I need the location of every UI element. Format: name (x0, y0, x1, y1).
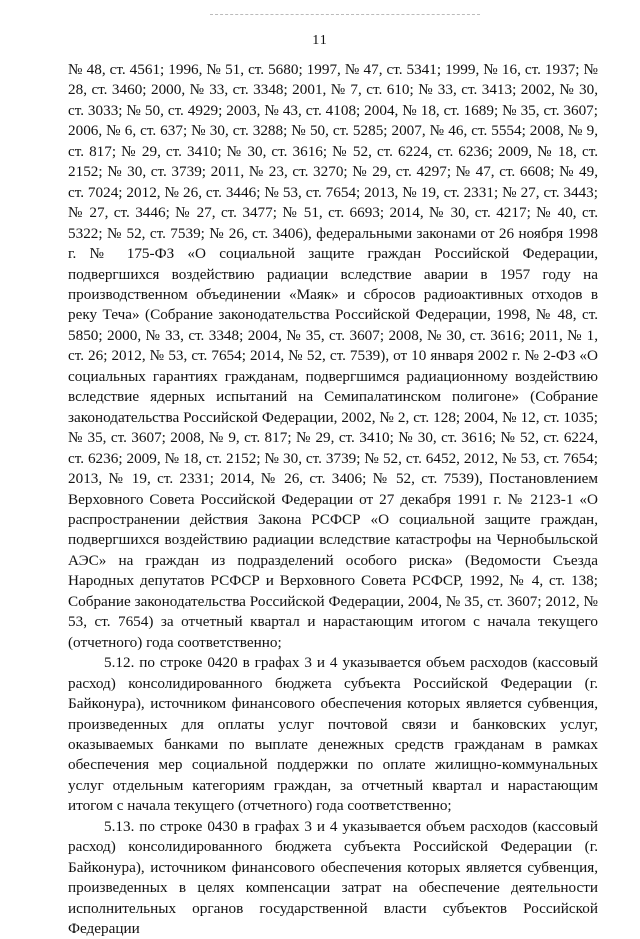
scan-edge-line (210, 14, 480, 15)
document-body (68, 60, 598, 939)
paragraph-continuation: № 48, ст. 4561; 1996, № 51, ст. 5680; 1997, № 47, ст. 5341; 1999, № 16, ст. 1937; № 28, ст. 3460; 2000, № 33, ст. 3348; 2001, № 7, ст. 610; № 33, ст. 3413; 2002, № 30, ст. 3033; № 50, ст. 4929; 2003, № 43, ст. 4108; 2004, № 18, ст. 1689; № 35, ст. 3607; 2006, № 6, ст. 637; № 30, ст. 3288; № 50, ст. 5285; 2007, № 46, ст. 5554; 2008, № 9, ст. 817; № 29, ст. 3410; № 30, ст. 3616; № 52, ст. 6224, ст. 6236; 2009, № 18, ст. 2152; № 30, ст. 3739; 2011, № 23, ст. 3270; № 29, ст. 4297; № 47, ст. 6608; № 49, ст. 7024; 2012, № 26, ст. 3446; № 53, ст. 7654; 2013, № 19, ст. 2331; № 27, ст. 3443; № 27, ст. 3446; № 27, ст. 3477; № 51, ст. 6693; 2014, № 30, ст. 4217; № 40, ст. 5322; № 52, ст. 7539; № 26, ст. 3406), федеральными законами от 26 ноября 1998 г. № 175-ФЗ «О социальной защите граждан Российской Федерации, подвергшихся воздействию радиации вследствие аварии в 1957 году на производственном объединении «Маяк» и сбросов радиоактивных отходов в реку Теча» (Собрание законодательства Российской Федерации, 1998, № 48, ст. 5850; 2000, № 33, ст. 3348; 2004, № 35, ст. 3607; 2008, № 30, ст. 3616; 2011, № 1, ст. 26; 2012, № 53, ст. 7654; 2014, № 52, ст. 7539), от 10 января 2002 г. № 2-ФЗ «О социальных гарантиях гражданам, подвергшимся радиационному воздействию вследствие ядерных испытаний на Семипалатинском полигоне» (Собрание законодательства Российской Федерации, 2002, № 2, ст. 128; 2004, № 12, ст. 1035; № 35, ст. 3607; 2008, № 9, ст. 817; № 29, ст. 3410; № 30, ст. 3616; № 52, ст. 6224, ст. 6236; 2009, № 18, ст. 2152; № 30, ст. 3739; № 52, ст. 6452, 2012, № 53, ст. 7654; 2013, № 19, ст. 2331; 2014, № 26, ст. 3406; № 52, ст. 7539), Постановлением Верховного Совета Российской Федерации от 27 декабря 1991 г. № 2123-1 «О распространении действия Закона РСФСР «О социальной защите граждан, подвергшихся воздействию радиации вследствие катастрофы на Чернобыльской АЭС» на граждан из подразделений особого риска» (Ведомости Съезда Народных депутатов РСФСР и Верховного Совета РСФСР, 1992, № 4, ст. 138; Собрание законодательства Российской Федерации, 2004, № 35, ст. 3607; 2012, № 53, ст. 7654) за отчетный квартал и нарастающим итогом с начала текущего (отчетного) года соответственно; (68, 61, 598, 651)
page-number: 11 (312, 33, 328, 48)
paragraph-5-12: 5.12. по строке 0420 в графах 3 и 4 указывается объем расходов (кассовый расход) консолидированного бюджета субъекта Российской Федерации (г. Байконура), источником финансового обеспечения которых является субвенция, произведенных для оплаты услуг почтовой связи и банковских услуг, оказываемых банками по выплате денежных средств гражданам в рамках обеспечения мер социальной поддержки по оплате жилищно-коммунальных услуг отдельным категориям граждан, за отчетный квартал и нарастающим итогом с начала текущего (отчетного) года соответственно; (68, 654, 598, 815)
paragraph-5-13: 5.13. по строке 0430 в графах 3 и 4 указывается объем расходов (кассовый расход) консолидированного бюджета субъекта Российской Федерации (г. Байконура), источником финансового обеспечения которых является субвенция, произведенных в целях компенсации затрат на обеспечение деятельности исполнительных органов государственной власти субъектов Российской Федерации (68, 817, 598, 938)
